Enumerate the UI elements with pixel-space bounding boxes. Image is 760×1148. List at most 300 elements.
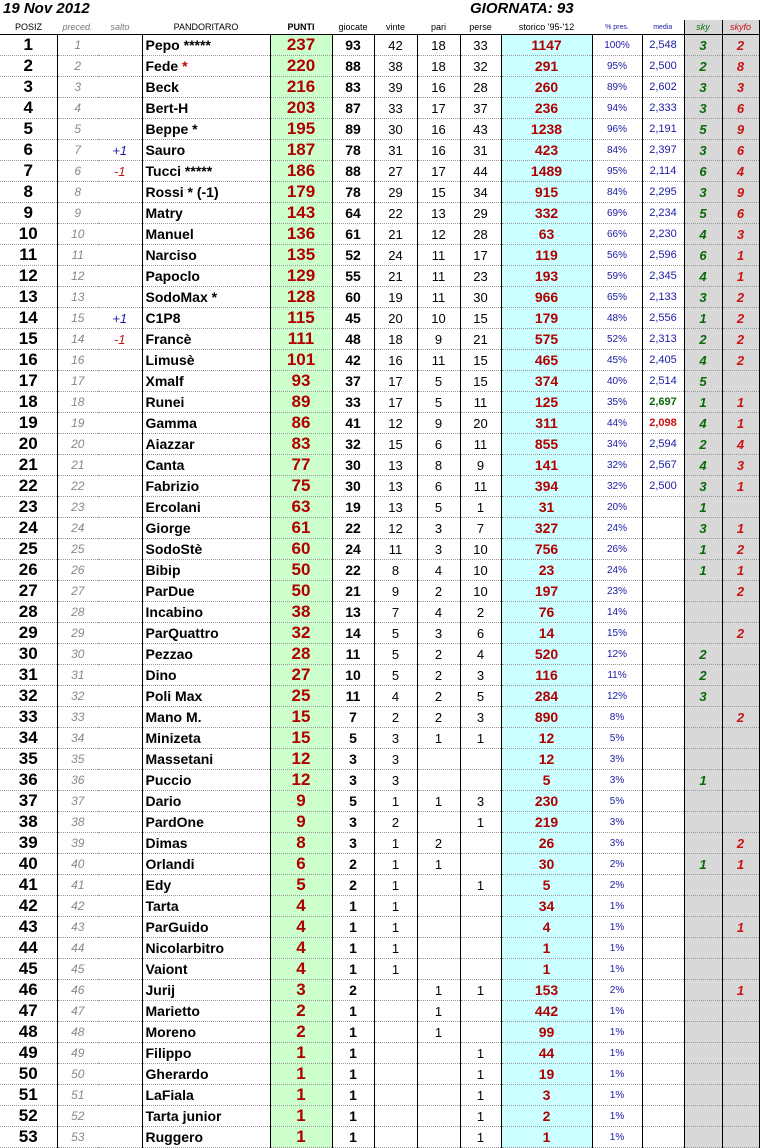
- giocate-cell: 13: [332, 602, 374, 623]
- media-cell: 2,345: [642, 266, 684, 287]
- pari-cell: 13: [417, 203, 460, 224]
- name-cell: [142, 308, 270, 329]
- name-cell: [142, 287, 270, 308]
- punti-cell: 220: [270, 56, 332, 77]
- media-cell: [642, 1022, 684, 1043]
- vinte-cell: 5: [374, 644, 417, 665]
- player-name: LaFiala: [145, 1087, 194, 1103]
- pres-cell: 1%: [592, 1064, 642, 1085]
- perse-cell: [460, 917, 501, 938]
- storico-cell: 1238: [501, 119, 592, 140]
- pari-cell: 2: [417, 833, 460, 854]
- giocate-cell: 1: [332, 896, 374, 917]
- punti-cell: 1: [270, 1085, 332, 1106]
- position-cell: 40: [0, 854, 57, 875]
- perse-cell: 37: [460, 98, 501, 119]
- vinte-cell: 1: [374, 791, 417, 812]
- position-cell: 38: [0, 812, 57, 833]
- pari-cell: [417, 875, 460, 896]
- perse-cell: 33: [460, 35, 501, 56]
- salto-cell: [98, 1106, 142, 1127]
- table-row: [0, 1001, 759, 1022]
- storico-cell: 179: [501, 308, 592, 329]
- name-cell: [142, 833, 270, 854]
- vinte-cell: 22: [374, 203, 417, 224]
- giocate-cell: 21: [332, 581, 374, 602]
- player-name: Tarta: [145, 898, 179, 914]
- pres-cell: 56%: [592, 245, 642, 266]
- sky-cell: 1: [684, 497, 722, 518]
- table-row: [0, 707, 759, 728]
- col-skyfo: skyfo: [722, 20, 759, 35]
- preced-cell: 34: [57, 728, 98, 749]
- position-cell: 14: [0, 308, 57, 329]
- sky-cell: 1: [684, 392, 722, 413]
- vinte-cell: 1: [374, 896, 417, 917]
- giocate-cell: 2: [332, 980, 374, 1001]
- pari-cell: 12: [417, 224, 460, 245]
- vinte-cell: 1: [374, 917, 417, 938]
- perse-cell: 1: [460, 1064, 501, 1085]
- sky-cell: 1: [684, 539, 722, 560]
- skyfo-cell: 1: [722, 413, 759, 434]
- name-cell: [142, 77, 270, 98]
- position-cell: 28: [0, 602, 57, 623]
- salto-cell: [98, 455, 142, 476]
- player-name: Poli Max: [145, 688, 203, 704]
- name-cell: [142, 371, 270, 392]
- player-name: Limusè: [145, 352, 195, 368]
- pari-cell: 9: [417, 413, 460, 434]
- vinte-cell: 39: [374, 77, 417, 98]
- media-cell: [642, 791, 684, 812]
- punti-cell: 61: [270, 518, 332, 539]
- vinte-cell: 27: [374, 161, 417, 182]
- preced-cell: 39: [57, 833, 98, 854]
- pres-cell: 44%: [592, 413, 642, 434]
- media-cell: [642, 644, 684, 665]
- salto-cell: [98, 602, 142, 623]
- salto-cell: [98, 833, 142, 854]
- skyfo-cell: [722, 1127, 759, 1148]
- sky-cell: 4: [684, 350, 722, 371]
- name-cell: [142, 119, 270, 140]
- punti-cell: 12: [270, 749, 332, 770]
- skyfo-cell: 2: [722, 707, 759, 728]
- salto-cell: [98, 896, 142, 917]
- player-name: Pepo *****: [145, 37, 211, 53]
- vinte-cell: 11: [374, 539, 417, 560]
- punti-cell: 32: [270, 623, 332, 644]
- player-name: Francè: [145, 331, 192, 347]
- pres-cell: 2%: [592, 875, 642, 896]
- skyfo-cell: 1: [722, 392, 759, 413]
- media-cell: 2,548: [642, 35, 684, 56]
- skyfo-cell: [722, 896, 759, 917]
- punti-cell: 50: [270, 581, 332, 602]
- salto-cell: [98, 56, 142, 77]
- table-row: [0, 308, 759, 329]
- table-row: [0, 1043, 759, 1064]
- player-name: Puccio: [145, 772, 192, 788]
- media-cell: [642, 728, 684, 749]
- preced-cell: 16: [57, 350, 98, 371]
- giocate-cell: 30: [332, 455, 374, 476]
- position-cell: 23: [0, 497, 57, 518]
- table-row: [0, 350, 759, 371]
- skyfo-cell: [722, 770, 759, 791]
- media-cell: 2,397: [642, 140, 684, 161]
- giocate-cell: 1: [332, 917, 374, 938]
- position-cell: 16: [0, 350, 57, 371]
- perse-cell: [460, 1001, 501, 1022]
- salto-cell: [98, 917, 142, 938]
- vinte-cell: 13: [374, 497, 417, 518]
- giocate-cell: 37: [332, 371, 374, 392]
- skyfo-cell: [722, 812, 759, 833]
- preced-cell: 1: [57, 35, 98, 56]
- vinte-cell: 33: [374, 98, 417, 119]
- storico-cell: 332: [501, 203, 592, 224]
- vinte-cell: 1: [374, 938, 417, 959]
- media-cell: [642, 686, 684, 707]
- player-name: Manuel: [145, 226, 194, 242]
- storico-cell: 34: [501, 896, 592, 917]
- giocate-cell: 11: [332, 686, 374, 707]
- perse-cell: 1: [460, 1043, 501, 1064]
- media-cell: [642, 518, 684, 539]
- preced-cell: 53: [57, 1127, 98, 1148]
- media-cell: 2,697: [642, 392, 684, 413]
- storico-cell: 915: [501, 182, 592, 203]
- salto-cell: [98, 791, 142, 812]
- player-name: Giorge: [145, 520, 191, 536]
- sky-cell: [684, 980, 722, 1001]
- position-cell: 51: [0, 1085, 57, 1106]
- storico-cell: 99: [501, 1022, 592, 1043]
- pres-cell: 3%: [592, 770, 642, 791]
- table-row: [0, 329, 759, 350]
- position-cell: 29: [0, 623, 57, 644]
- pari-cell: [417, 959, 460, 980]
- preced-cell: 40: [57, 854, 98, 875]
- preced-cell: 27: [57, 581, 98, 602]
- sky-cell: 2: [684, 56, 722, 77]
- table-row: [0, 896, 759, 917]
- punti-cell: 195: [270, 119, 332, 140]
- pres-cell: 89%: [592, 77, 642, 98]
- punti-cell: 128: [270, 287, 332, 308]
- pari-cell: 6: [417, 476, 460, 497]
- skyfo-cell: 2: [722, 287, 759, 308]
- giocate-cell: 45: [332, 308, 374, 329]
- perse-cell: [460, 959, 501, 980]
- giocate-cell: 55: [332, 266, 374, 287]
- sky-cell: 4: [684, 266, 722, 287]
- player-name: Aiazzar: [145, 436, 195, 452]
- ranking-table: [0, 20, 760, 1148]
- table-row: [0, 938, 759, 959]
- giocate-cell: 83: [332, 77, 374, 98]
- pres-cell: 26%: [592, 539, 642, 560]
- sky-cell: 3: [684, 35, 722, 56]
- position-cell: 6: [0, 140, 57, 161]
- punti-cell: 50: [270, 560, 332, 581]
- sky-cell: [684, 917, 722, 938]
- player-name: Pezzao: [145, 646, 193, 662]
- perse-cell: [460, 749, 501, 770]
- name-cell: [142, 791, 270, 812]
- media-cell: 2,500: [642, 56, 684, 77]
- name-cell: [142, 1085, 270, 1106]
- sky-cell: [684, 833, 722, 854]
- vinte-cell: 21: [374, 266, 417, 287]
- media-cell: 2,567: [642, 455, 684, 476]
- punti-cell: 75: [270, 476, 332, 497]
- vinte-cell: 1: [374, 833, 417, 854]
- player-name: Dino: [145, 667, 177, 683]
- skyfo-cell: 3: [722, 77, 759, 98]
- giocate-cell: 33: [332, 392, 374, 413]
- vinte-cell: [374, 1106, 417, 1127]
- punti-cell: 111: [270, 329, 332, 350]
- pari-cell: 2: [417, 644, 460, 665]
- salto-cell: [98, 770, 142, 791]
- punti-cell: 86: [270, 413, 332, 434]
- preced-cell: 24: [57, 518, 98, 539]
- table-row: [0, 371, 759, 392]
- salto-cell: [98, 1001, 142, 1022]
- vinte-cell: 5: [374, 623, 417, 644]
- player-name: Massetani: [145, 751, 214, 767]
- sky-cell: [684, 896, 722, 917]
- punti-cell: 12: [270, 770, 332, 791]
- pari-cell: [417, 896, 460, 917]
- table-row: [0, 1085, 759, 1106]
- pres-cell: 32%: [592, 476, 642, 497]
- vinte-cell: 1: [374, 959, 417, 980]
- salto-cell: [98, 1043, 142, 1064]
- punti-cell: 1: [270, 1043, 332, 1064]
- punti-cell: 89: [270, 392, 332, 413]
- vinte-cell: 7: [374, 602, 417, 623]
- salto-cell: [98, 581, 142, 602]
- col-perse: perse: [460, 20, 501, 35]
- media-cell: [642, 560, 684, 581]
- salto-cell: [98, 392, 142, 413]
- storico-cell: 260: [501, 77, 592, 98]
- position-cell: 31: [0, 665, 57, 686]
- preced-cell: 37: [57, 791, 98, 812]
- skyfo-cell: 1: [722, 266, 759, 287]
- player-name: ParGuido: [145, 919, 209, 935]
- perse-cell: 32: [460, 56, 501, 77]
- salto-cell: [98, 413, 142, 434]
- table-row: [0, 644, 759, 665]
- preced-cell: 15: [57, 308, 98, 329]
- player-name: Beppe *: [145, 121, 198, 137]
- giocate-cell: 2: [332, 875, 374, 896]
- preced-cell: 30: [57, 644, 98, 665]
- salto-cell: [98, 1127, 142, 1148]
- pres-cell: 84%: [592, 182, 642, 203]
- position-cell: 5: [0, 119, 57, 140]
- position-cell: 26: [0, 560, 57, 581]
- preced-cell: 25: [57, 539, 98, 560]
- giocate-cell: 3: [332, 833, 374, 854]
- table-header-row: [0, 20, 759, 35]
- pari-cell: 17: [417, 161, 460, 182]
- storico-cell: 890: [501, 707, 592, 728]
- name-cell: [142, 98, 270, 119]
- vinte-cell: [374, 980, 417, 1001]
- table-row: [0, 602, 759, 623]
- vinte-cell: 18: [374, 329, 417, 350]
- storico-cell: 291: [501, 56, 592, 77]
- media-cell: [642, 896, 684, 917]
- storico-cell: 193: [501, 266, 592, 287]
- skyfo-cell: [722, 1085, 759, 1106]
- player-name: Ercolani: [145, 499, 201, 515]
- skyfo-cell: 8: [722, 56, 759, 77]
- storico-cell: 1: [501, 959, 592, 980]
- salto-cell: [98, 980, 142, 1001]
- perse-cell: 10: [460, 560, 501, 581]
- salto-cell: [98, 182, 142, 203]
- col-salto: salto: [98, 20, 142, 35]
- skyfo-cell: 2: [722, 581, 759, 602]
- skyfo-cell: 1: [722, 560, 759, 581]
- pari-cell: 16: [417, 140, 460, 161]
- pres-cell: 94%: [592, 98, 642, 119]
- pari-cell: 11: [417, 266, 460, 287]
- salto-cell: +1: [98, 140, 142, 161]
- player-name: Narciso: [145, 247, 197, 263]
- sky-cell: 2: [684, 434, 722, 455]
- media-cell: [642, 539, 684, 560]
- giocate-cell: 93: [332, 35, 374, 56]
- media-cell: [642, 917, 684, 938]
- salto-cell: [98, 350, 142, 371]
- table-row: [0, 791, 759, 812]
- media-cell: 2,602: [642, 77, 684, 98]
- vinte-cell: 13: [374, 455, 417, 476]
- storico-cell: 219: [501, 812, 592, 833]
- pari-cell: 5: [417, 371, 460, 392]
- storico-cell: 575: [501, 329, 592, 350]
- table-row: [0, 959, 759, 980]
- sky-cell: 3: [684, 182, 722, 203]
- punti-cell: 1: [270, 1127, 332, 1148]
- perse-cell: 1: [460, 812, 501, 833]
- preced-cell: 50: [57, 1064, 98, 1085]
- col-punti: PUNTI: [270, 20, 332, 35]
- col-media: media: [642, 20, 684, 35]
- perse-cell: 11: [460, 476, 501, 497]
- punti-cell: 63: [270, 497, 332, 518]
- skyfo-cell: 2: [722, 35, 759, 56]
- salto-cell: [98, 812, 142, 833]
- punti-cell: 203: [270, 98, 332, 119]
- giocate-cell: 64: [332, 203, 374, 224]
- player-name: ParDue: [145, 583, 195, 599]
- storico-cell: 1489: [501, 161, 592, 182]
- skyfo-cell: 1: [722, 245, 759, 266]
- giocate-cell: 52: [332, 245, 374, 266]
- skyfo-cell: [722, 497, 759, 518]
- name-cell: [142, 917, 270, 938]
- position-cell: 53: [0, 1127, 57, 1148]
- media-cell: [642, 959, 684, 980]
- vinte-cell: 42: [374, 35, 417, 56]
- giocate-cell: 14: [332, 623, 374, 644]
- table-row: [0, 224, 759, 245]
- preced-cell: 29: [57, 623, 98, 644]
- sky-cell: 4: [684, 224, 722, 245]
- preced-cell: 9: [57, 203, 98, 224]
- pres-cell: 35%: [592, 392, 642, 413]
- pres-cell: 23%: [592, 581, 642, 602]
- pres-cell: 59%: [592, 266, 642, 287]
- table-row: [0, 119, 759, 140]
- table-row: [0, 287, 759, 308]
- skyfo-cell: [722, 665, 759, 686]
- storico-cell: 1147: [501, 35, 592, 56]
- salto-cell: [98, 434, 142, 455]
- pari-cell: 9: [417, 329, 460, 350]
- giocate-cell: 78: [332, 182, 374, 203]
- storico-cell: 423: [501, 140, 592, 161]
- perse-cell: 1: [460, 728, 501, 749]
- pari-cell: 1: [417, 791, 460, 812]
- table-row: [0, 1064, 759, 1085]
- media-cell: 2,313: [642, 329, 684, 350]
- table-row: [0, 875, 759, 896]
- punti-cell: 77: [270, 455, 332, 476]
- sky-cell: [684, 791, 722, 812]
- skyfo-cell: 2: [722, 329, 759, 350]
- sky-cell: 5: [684, 203, 722, 224]
- pres-cell: 5%: [592, 728, 642, 749]
- punti-cell: 101: [270, 350, 332, 371]
- vinte-cell: 20: [374, 308, 417, 329]
- name-cell: [142, 1106, 270, 1127]
- pres-cell: 95%: [592, 56, 642, 77]
- pari-cell: 2: [417, 707, 460, 728]
- pres-cell: 3%: [592, 833, 642, 854]
- table-row: [0, 728, 759, 749]
- sky-cell: 1: [684, 560, 722, 581]
- position-cell: 50: [0, 1064, 57, 1085]
- position-cell: 18: [0, 392, 57, 413]
- position-cell: 21: [0, 455, 57, 476]
- pari-cell: 3: [417, 539, 460, 560]
- pres-cell: 1%: [592, 1127, 642, 1148]
- perse-cell: 3: [460, 665, 501, 686]
- media-cell: 2,230: [642, 224, 684, 245]
- pres-cell: 40%: [592, 371, 642, 392]
- media-cell: [642, 980, 684, 1001]
- salto-cell: [98, 623, 142, 644]
- position-cell: 48: [0, 1022, 57, 1043]
- media-cell: 2,594: [642, 434, 684, 455]
- pari-cell: [417, 812, 460, 833]
- punti-cell: 1: [270, 1106, 332, 1127]
- sky-cell: [684, 959, 722, 980]
- preced-cell: 41: [57, 875, 98, 896]
- salto-cell: [98, 938, 142, 959]
- skyfo-cell: 9: [722, 119, 759, 140]
